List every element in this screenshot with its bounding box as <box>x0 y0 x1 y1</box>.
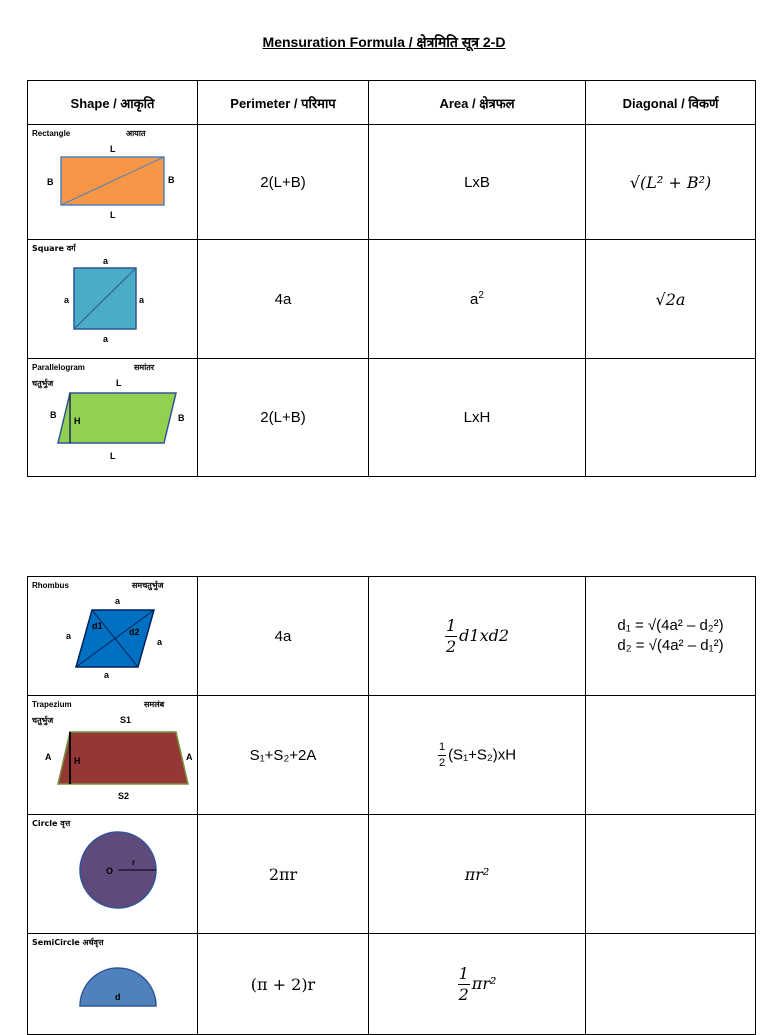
trapezium-area-fraction <box>438 742 446 769</box>
trapezium-label-right: A <box>186 752 193 762</box>
rhombus-area-numerator: 1 <box>445 615 457 635</box>
rectangle-name: Rectangle <box>32 129 71 138</box>
circle-shape-cell <box>28 815 198 934</box>
trapezium-hindi2: चतुर्भुज <box>32 716 54 725</box>
semicircle-name: SemiCircle अर्धवृत्त <box>32 938 104 947</box>
table-row-semicircle <box>28 934 756 1035</box>
circle-label-center: O <box>106 866 114 876</box>
header-row <box>28 81 756 125</box>
formula-table-top <box>27 80 756 477</box>
square-name: Square वर्ग <box>32 244 76 253</box>
table-row-rhombus <box>28 577 756 696</box>
parallelogram-perimeter: 2(L+B) <box>198 359 369 477</box>
square-label-right: a <box>139 295 145 305</box>
rhombus-shape-cell <box>28 577 198 696</box>
trapezium-name: Trapezium <box>32 700 72 709</box>
parallelogram-label-bottom: L <box>110 451 116 461</box>
semicircle-area <box>369 934 586 1035</box>
rectangle-perimeter: 2(L+B) <box>198 125 369 240</box>
parallelogram-name: Parallelogram <box>32 363 85 372</box>
rhombus-diagonal-2-formula: d₂ = √(4a² – d₁²) <box>617 637 724 654</box>
parallelogram-diagonal <box>586 359 756 477</box>
circle-diagram <box>28 815 197 933</box>
header-area: Area / क्षेत्रफल <box>369 81 586 125</box>
rhombus-label-bottom: a <box>104 670 110 680</box>
rhombus-label-top: a <box>115 596 121 606</box>
trapezium-label-left: A <box>45 752 52 762</box>
rhombus-diagonal <box>586 577 756 696</box>
square-diagram <box>28 240 197 358</box>
square-label-top: a <box>103 256 109 266</box>
square-area <box>369 240 586 359</box>
parallelogram-hindi2: चतुर्भुज <box>32 379 54 388</box>
semicircle-area-fraction <box>458 963 470 1004</box>
rhombus-label-left: a <box>66 631 72 641</box>
circle-label-radius: r <box>132 858 136 867</box>
formula-table-bottom <box>27 576 756 1035</box>
rhombus-area-fraction <box>445 615 457 656</box>
semicircle-area-numerator: 1 <box>458 963 469 983</box>
rhombus-label-d2: d2 <box>129 627 140 637</box>
semicircle-diagram <box>28 934 197 1034</box>
trapezium-hindi: समलंब <box>144 700 165 709</box>
table-row-trapezium <box>28 696 756 815</box>
parallelogram-diagram <box>28 359 197 476</box>
rectangle-label-right: B <box>168 175 175 185</box>
trapezium-diagram <box>28 696 197 814</box>
parallelogram-label-left: B <box>50 410 57 420</box>
trapezium-area-expr: (S₁+S₂)xH <box>448 745 517 763</box>
rhombus-name: Rhombus <box>32 581 69 590</box>
trapezium-area <box>369 696 586 815</box>
rhombus-diagram <box>28 577 197 695</box>
table-row-rectangle <box>28 125 756 240</box>
rhombus-area <box>369 577 586 696</box>
semicircle-area-denominator: 2 <box>458 984 469 1004</box>
circle-perimeter: 2πr <box>198 815 369 934</box>
rectangle-diagonal: √(L² + B²) <box>586 125 756 240</box>
rectangle-label-top: L <box>110 144 116 154</box>
semicircle-perimeter: (π + 2)r <box>198 934 369 1035</box>
rectangle-label-left: B <box>47 177 54 187</box>
parallelogram-area: LxH <box>369 359 586 477</box>
square-label-left: a <box>64 295 70 305</box>
trapezium-area-denominator: 2 <box>438 756 446 769</box>
trapezium-label-height: H <box>74 756 81 766</box>
rhombus-perimeter: 4a <box>198 577 369 696</box>
semicircle-label-diameter: d <box>115 992 121 1002</box>
circle-diagonal <box>586 815 756 934</box>
square-shape-cell <box>28 240 198 359</box>
header-perimeter: Perimeter / परिमाप <box>198 81 369 125</box>
rhombus-area-denominator: 2 <box>445 636 457 656</box>
trapezium-label-bottom: S2 <box>118 791 130 801</box>
circle-name: Circle वृत्त <box>32 819 71 828</box>
square-area-base: a <box>470 291 479 308</box>
parallelogram-label-right: B <box>178 413 185 423</box>
header-shape: Shape / आकृति <box>28 81 198 125</box>
rhombus-hindi: समचतुर्भुज <box>132 581 164 590</box>
parallelogram-shape-cell <box>28 359 198 477</box>
table-row-circle <box>28 815 756 934</box>
trapezium-area-numerator: 1 <box>438 742 446 756</box>
rectangle-hindi: आयात <box>126 129 146 138</box>
rectangle-area: LxB <box>369 125 586 240</box>
header-diagonal: Diagonal / विकर्ण <box>586 81 756 125</box>
trapezium-diagonal <box>586 696 756 815</box>
table-row-parallelogram <box>28 359 756 477</box>
trapezium-label-top: S1 <box>120 715 132 725</box>
semicircle-diagonal <box>586 934 756 1035</box>
parallelogram-hindi: समांतर <box>134 363 155 372</box>
circle-area: πr² <box>369 815 586 934</box>
rhombus-label-d1: d1 <box>92 621 103 631</box>
parallelogram-label-height: H <box>74 416 81 426</box>
square-diagonal: √2a <box>586 240 756 359</box>
rhombus-area-expr: d1xd2 <box>459 625 510 645</box>
rhombus-label-right: a <box>157 637 163 647</box>
semicircle-area-expr: πr² <box>471 973 497 993</box>
trapezium-perimeter: S₁+S₂+2A <box>198 696 369 815</box>
parallelogram-label-top: L <box>116 378 122 388</box>
rectangle-shape-cell <box>28 125 198 240</box>
square-label-bottom: a <box>103 334 109 344</box>
table-row-square <box>28 240 756 359</box>
page-title: Mensuration Formula / क्षेत्रमिति सूत्र 2-D <box>262 34 506 50</box>
rectangle-diagram <box>28 125 197 239</box>
rhombus-diagonal-1-formula: d₁ = √(4a² – d₂²) <box>617 617 724 634</box>
square-perimeter: 4a <box>198 240 369 359</box>
trapezium-shape-cell <box>28 696 198 815</box>
square-area-exponent: 2 <box>478 290 484 301</box>
rectangle-label-bottom: L <box>110 210 116 220</box>
semicircle-shape-cell <box>28 934 198 1035</box>
